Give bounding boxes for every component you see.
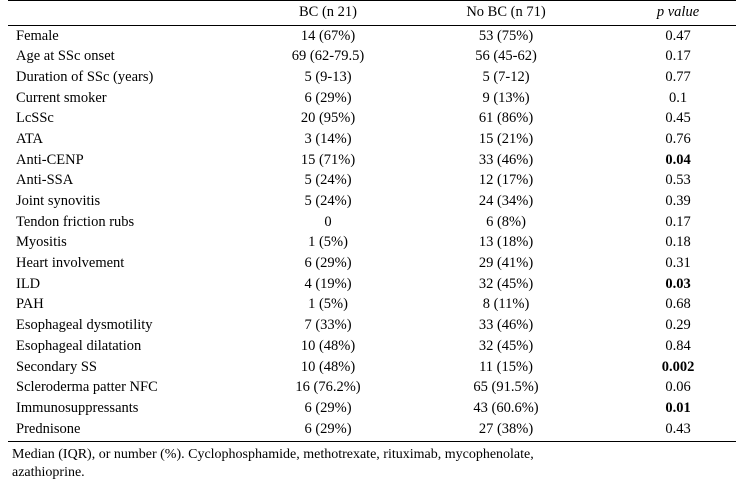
cell-no-bc: 12 (17%) [478, 172, 534, 189]
cell-no-bc: 5 (7-12) [482, 68, 530, 85]
cell-no-bc: 24 (34%) [478, 193, 534, 209]
cell-p-value: 0.53 [665, 172, 691, 189]
cell-p-value: 0.47 [665, 27, 691, 44]
cell-p-value: 0.43 [600, 419, 736, 442]
table-header [8, 1, 736, 26]
column-header-bc: BC (n 21) [244, 1, 412, 26]
row-label: Myositis [16, 234, 67, 251]
cell-p-value: 0.31 [665, 255, 691, 272]
cell-bc: 20 (95%) [300, 110, 356, 127]
table-row [8, 254, 736, 275]
table-row [8, 233, 736, 254]
table-row [8, 47, 736, 68]
cell-bc: 1 (5%) [308, 296, 348, 313]
comparison-table [8, 0, 736, 442]
cell-p-value: 0.68 [665, 296, 691, 313]
cell-p-value: 0.77 [665, 68, 691, 85]
cell-no-bc: 53 (75%) [478, 27, 534, 44]
row-label: Tendon friction rubs [16, 213, 135, 230]
cell-p-value: 0.39 [665, 193, 691, 209]
cell-p-value: 0.06 [665, 379, 691, 396]
cell-p-value: 0.76 [665, 130, 691, 147]
row-label: Esophageal dysmotility [16, 317, 153, 334]
cell-no-bc: 27 (38%) [412, 419, 600, 442]
table-row [8, 357, 736, 378]
row-label: ILD [16, 275, 41, 292]
row-label: Esophageal dilatation [16, 337, 142, 354]
table-row [8, 295, 736, 316]
table-row [8, 378, 736, 399]
table-header-row [8, 1, 736, 26]
cell-p-value: 0.29 [665, 317, 691, 334]
row-label: Current smoker [16, 89, 107, 106]
cell-bc: 7 (33%) [304, 317, 352, 334]
row-label: Anti-SSA [16, 172, 74, 189]
footnote-line-1: Median (IQR), or number (%). Cyclophosphamide, methotrexate, rituximab, mycophenolate, [12, 447, 534, 463]
cell-bc: 0 [324, 213, 332, 230]
row-label: Scleroderma patter NFC [16, 379, 158, 396]
cell-p-value: 0.18 [665, 234, 691, 251]
column-header-no-bc: No BC (n 71) [412, 1, 600, 26]
cell-no-bc: 13 (18%) [478, 234, 534, 251]
table-body [8, 26, 736, 442]
row-label: PAH [16, 296, 44, 313]
table-row [8, 419, 736, 442]
cell-bc: 5 (9-13) [304, 68, 352, 85]
cell-no-bc: 33 (46%) [478, 317, 534, 334]
cell-bc: 6 (29%) [244, 419, 412, 442]
cell-bc: 16 (76.2%) [295, 379, 361, 396]
cell-p-value: 0.45 [665, 110, 691, 127]
cell-no-bc: 32 (45%) [478, 337, 534, 354]
cell-p-value: 0.1 [668, 89, 688, 106]
cell-bc: 3 (14%) [304, 130, 352, 147]
row-label: Duration of SSc (years) [16, 68, 154, 85]
cell-bc: 69 (62-79.5) [291, 48, 365, 65]
row-label: Immunosuppressants [16, 399, 139, 416]
cell-bc: 10 (48%) [300, 337, 356, 354]
cell-no-bc: 6 (8%) [486, 213, 526, 230]
table-row [8, 212, 736, 233]
row-label: LcSSc [16, 110, 54, 127]
cell-no-bc: 56 (45-62) [475, 48, 537, 65]
table-row [8, 316, 736, 337]
table-footnote [8, 442, 728, 481]
row-label: Prednisone [8, 419, 244, 442]
row-label: Female [16, 27, 59, 44]
column-header-p-value: p value [600, 1, 736, 26]
cell-p-value: 0.04 [665, 151, 691, 168]
cell-no-bc: 8 (11%) [482, 296, 530, 313]
cell-bc: 10 (48%) [300, 358, 356, 375]
row-label: Secondary SS [16, 358, 97, 375]
row-label: Anti-CENP [16, 151, 84, 168]
cell-bc: 1 (5%) [308, 234, 348, 251]
cell-p-value: 0.01 [665, 399, 691, 416]
row-label: Heart involvement [16, 255, 125, 272]
cell-no-bc: 29 (41%) [478, 255, 534, 272]
cell-bc: 5 (24%) [304, 172, 352, 189]
table-row [8, 171, 736, 192]
cell-no-bc: 65 (91.5%) [473, 379, 539, 396]
table-row [8, 274, 736, 295]
cell-p-value: 0.002 [661, 358, 695, 375]
table-row [8, 88, 736, 109]
table-row [8, 336, 736, 357]
table-row [8, 192, 736, 213]
table-row [8, 26, 736, 47]
table-row [8, 150, 736, 171]
cell-bc: 5 (24%) [304, 193, 352, 209]
cell-bc: 6 (29%) [304, 255, 352, 272]
cell-bc: 15 (71%) [300, 151, 356, 168]
column-header-characteristic [8, 1, 244, 26]
cell-bc: 6 (29%) [304, 399, 352, 416]
cell-bc: 4 (19%) [304, 275, 352, 292]
table-row [8, 398, 736, 419]
footnote-line-2: azathioprine. [12, 464, 85, 480]
row-label: Joint synovitis [16, 193, 101, 209]
cell-no-bc: 33 (46%) [478, 151, 534, 168]
cell-p-value: 0.84 [665, 337, 691, 354]
cell-p-value: 0.03 [665, 275, 691, 292]
table-row [8, 67, 736, 88]
cell-bc: 6 (29%) [304, 89, 352, 106]
row-label: Age at SSc onset [16, 48, 115, 65]
cell-no-bc: 32 (45%) [478, 275, 534, 292]
cell-no-bc: 11 (15%) [479, 358, 533, 375]
table-row [8, 109, 736, 130]
cell-p-value: 0.17 [665, 48, 691, 65]
cell-bc: 14 (67%) [300, 27, 356, 44]
cell-no-bc: 61 (86%) [478, 110, 534, 127]
cell-no-bc: 15 (21%) [478, 130, 534, 147]
table-row [8, 129, 736, 150]
cell-p-value: 0.17 [665, 213, 691, 230]
row-label: ATA [16, 130, 44, 147]
cell-no-bc: 43 (60.6%) [473, 399, 539, 416]
cell-no-bc: 9 (13%) [482, 89, 530, 106]
